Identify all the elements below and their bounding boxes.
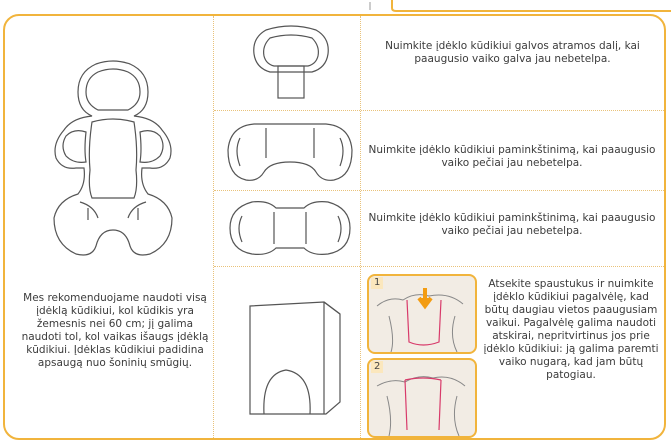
top-strip [0, 0, 671, 14]
row-4-text: Atsekite spaustukus ir nuimkite įdėklo kūdikiui pagalvėlę, kad būtų daugiau vietos paaugusiam vaikui. Pagalvėlę galima naudoti atskirai, nepritvirtinus jos prie įdėklo kūdikiui: ją galima paremti vaiko nugarą, kad jam būtų patogiau. [483, 278, 659, 381]
step-1-photo [367, 274, 477, 354]
row-1-text: Nuimkite įdėklo kūdikiui galvos atramos dalį, kai paaugusio vaiko galva jau nebetelpa. [385, 40, 640, 65]
shoulder-padding-drawing [226, 116, 354, 186]
head-support-drawing [246, 22, 336, 106]
row-divider [214, 266, 664, 267]
full-insert-drawing [38, 58, 188, 268]
row-divider [214, 190, 664, 191]
column-divider [213, 16, 214, 438]
bottom-padding-drawing [228, 196, 352, 260]
step-2-number: 2 [371, 361, 383, 373]
cushion-drawing [240, 292, 348, 420]
row-2-text: Nuimkite įdėklo kūdikiui paminkštinimą, kai paaugusio vaiko pečiai jau nebetelpa. [368, 144, 656, 169]
step-1-number: 1 [371, 277, 383, 289]
step-2-photo [367, 358, 477, 438]
column-divider [360, 16, 361, 438]
row-3-text: Nuimkite įdėklo kūdikiui paminkštinimą, kai paaugusio vaiko pečiai jau nebetelpa. [368, 212, 656, 237]
row-divider [214, 110, 664, 111]
left-description: Mes rekomenduojame naudoti visą įdėklą kūdikiui, kol kūdikis yra žemesnis nei 60 cm; jį galima naudoti tol, kol vaikas išaugs įdėklą kūdikiui. Įdėklas kūdikiui padidina apsaugą nuo šoninių smūgių. [21, 292, 209, 369]
